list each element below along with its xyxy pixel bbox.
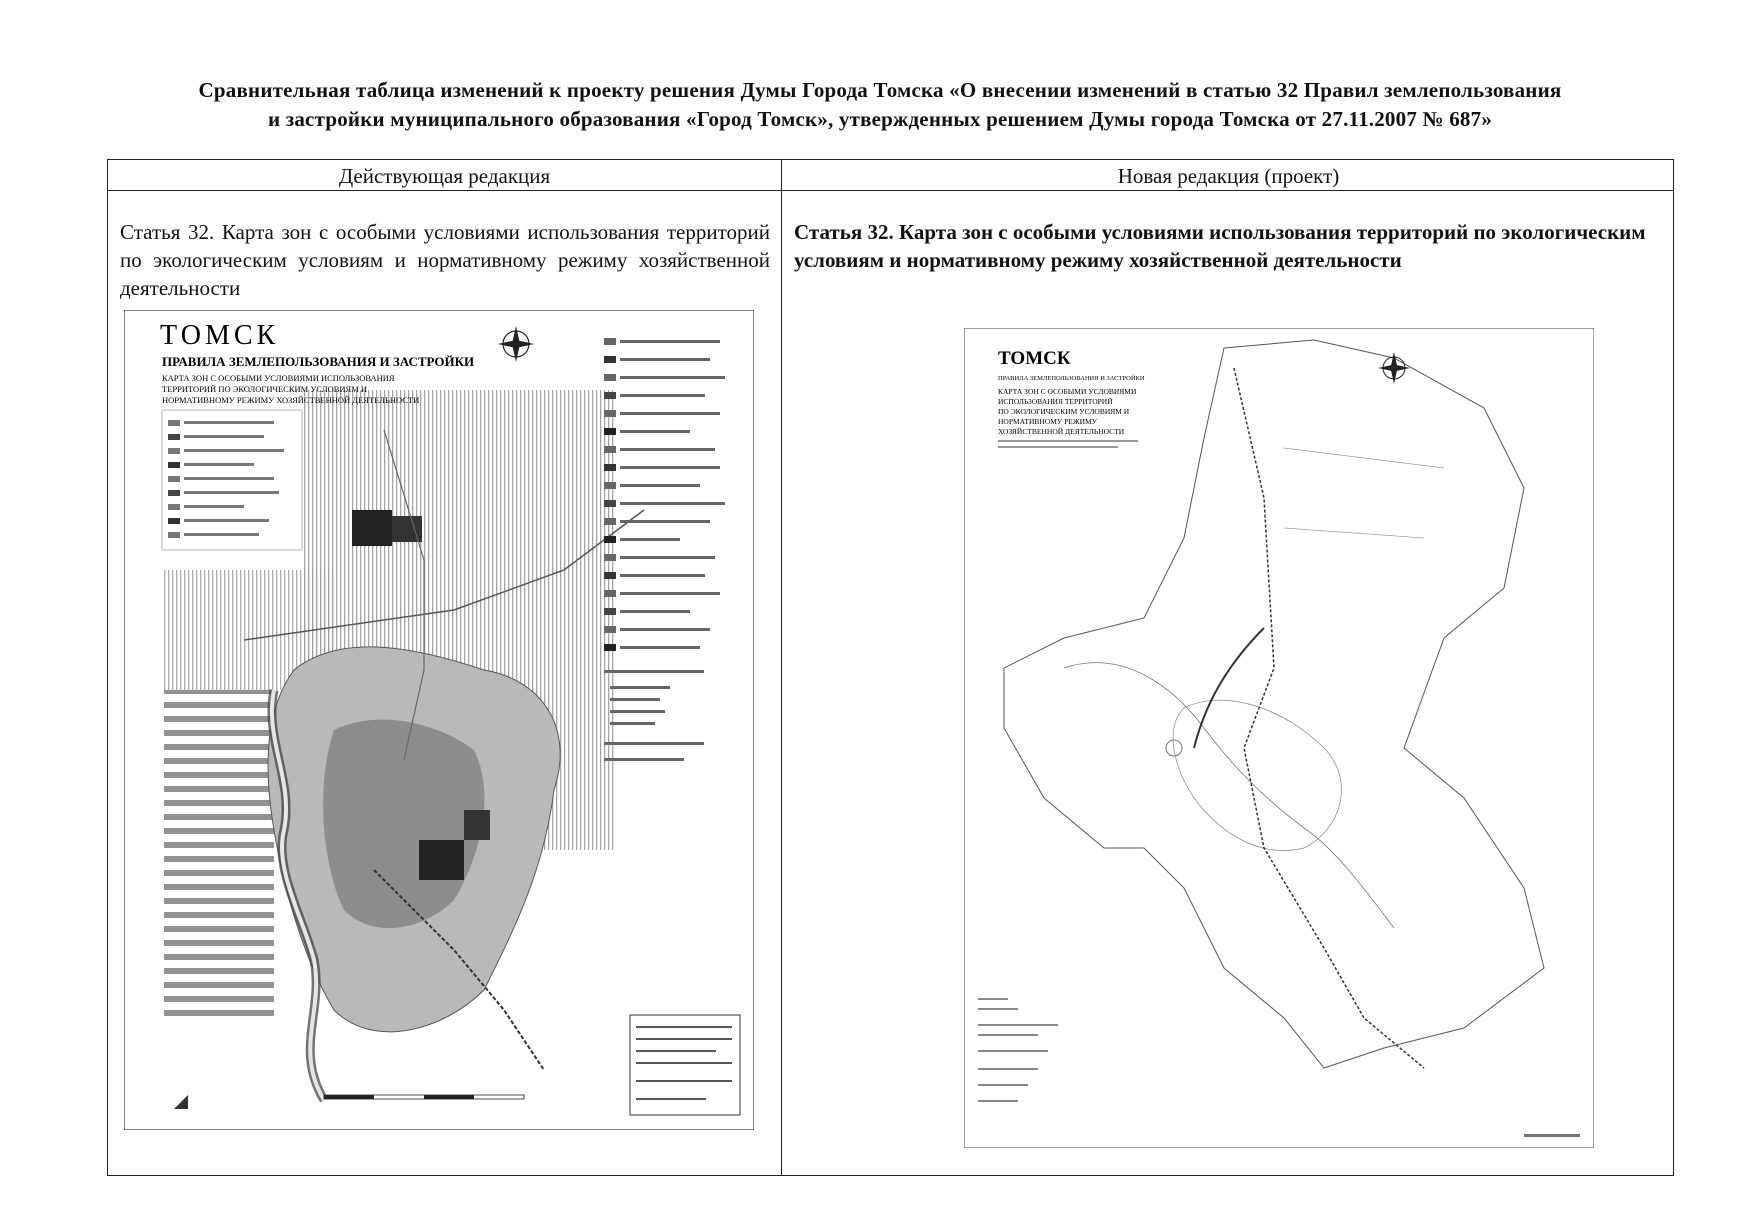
map-caption-line-4: НОРМАТИВНОМУ РЕЖИМУ — [998, 417, 1097, 426]
header-current-edition: Действующая редакция — [338, 164, 551, 188]
map-legend-left — [162, 410, 302, 550]
article-32-current: Статья 32. Карта зон с особыми условиями использования территорий по экологическим условиям и нормативному режиму хозяйственной деятельности — [120, 220, 770, 300]
title-line-1: Сравнительная таблица изменений к проекту решения Думы Города Томска «О внесении изменений в статью 32 Правил землепользования — [198, 78, 1562, 102]
map-caption-line-2: ТЕРРИТОРИЙ ПО ЭКОЛОГИЧЕСКИМ УСЛОВИЯМ И — [162, 384, 368, 394]
map-city-title: ТОМСК — [998, 348, 1071, 369]
map-city-title: ТОМСК — [160, 320, 280, 351]
map-subtitle: ПРАВИЛА ЗЕМЛЕПОЛЬЗОВАНИЯ И ЗАСТРОЙКИ — [998, 375, 1145, 382]
map-new-edition — [964, 328, 1594, 1148]
map-caption-line-5: ХОЗЯЙСТВЕННОЙ ДЕЯТЕЛЬНОСТИ — [998, 427, 1125, 436]
map-caption-line-3: ПО ЭКОЛОГИЧЕСКИМ УСЛОВИЯМ И — [998, 407, 1130, 416]
column-divider — [781, 160, 782, 1175]
map-caption-line-2: ИСПОЛЬЗОВАНИЯ ТЕРРИТОРИЙ — [998, 397, 1113, 406]
map-caption-line-1: КАРТА ЗОН С ОСОБЫМИ УСЛОВИЯМИ ИСПОЛЬЗОВАНИЯ — [162, 373, 395, 383]
article-32-new: Статья 32. Карта зон с особыми условиями использования территорий по экологическим условиям и нормативному режиму хозяйственной деятельности — [794, 220, 1646, 272]
title-line-2: и застройки муниципального образования «Город Томск», утвержденных решением Думы города Томска от 27.11.2007 № 687» — [267, 107, 1493, 131]
header-divider — [108, 190, 1673, 191]
map-caption-line-1: КАРТА ЗОН С ОСОБЫМИ УСЛОВИЯМИ — [998, 387, 1137, 396]
map-current-edition — [124, 310, 754, 1130]
comparison-table — [107, 159, 1674, 1176]
map-frame — [964, 328, 1594, 1148]
map-scale-bar — [324, 1095, 524, 1099]
header-new-edition: Новая редакция (проект) — [1117, 164, 1340, 188]
map-subtitle: ПРАВИЛА ЗЕМЛЕПОЛЬЗОВАНИЯ И ЗАСТРОЙКИ — [162, 354, 475, 369]
map-caption-line-3: НОРМАТИВНОМУ РЕЖИМУ ХОЗЯЙСТВЕННОЙ ДЕЯТЕЛЬНОСТИ — [162, 395, 420, 405]
document-title — [40, 76, 1720, 134]
